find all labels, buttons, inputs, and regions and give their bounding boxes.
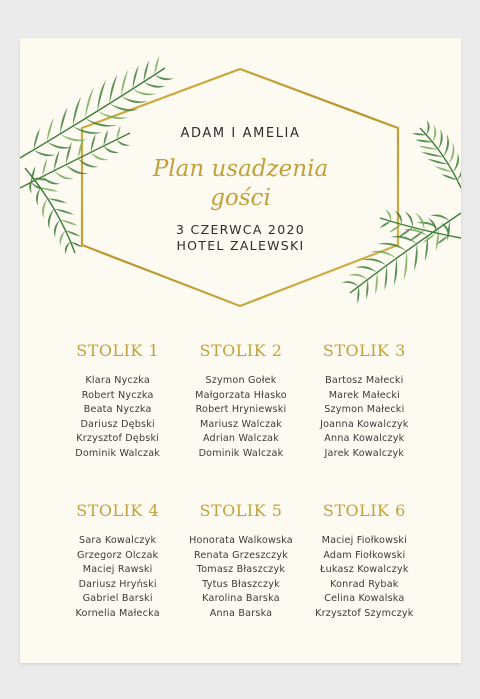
guest-name: Maciej Rawski xyxy=(82,564,153,575)
guest-name: Mariusz Walczak xyxy=(199,418,283,430)
table-5 xyxy=(179,501,302,621)
guest-name: Maciej Fiołkowski xyxy=(321,535,407,546)
guest-name: Anna Barska xyxy=(209,607,273,619)
table-title: STOLIK 4 xyxy=(76,501,160,520)
guest-name: Krzysztof Szymczyk xyxy=(315,607,414,619)
table-6 xyxy=(303,501,426,621)
guest-name: Dariusz Hryński xyxy=(78,578,157,590)
guest-name: Konrad Rybak xyxy=(330,578,399,590)
table-title: STOLIK 1 xyxy=(76,341,160,360)
guest-name: Dominik Walczak xyxy=(198,447,284,459)
table-title: STOLIK 2 xyxy=(199,341,283,360)
guest-name: Grzegorz Olczak xyxy=(77,549,159,561)
guest-name: Adam Fiołkowski xyxy=(323,549,406,561)
guest-name: Kornelia Małecka xyxy=(75,607,160,619)
guest-name: Beata Nyczka xyxy=(83,404,152,415)
guest-name: Tomasz Błaszczyk xyxy=(196,564,286,575)
guest-name: Honorata Walkowska xyxy=(189,535,293,546)
guest-name: Małgorzata Hłasko xyxy=(195,389,287,401)
guest-name: Gabriel Barski xyxy=(82,593,153,604)
event-date: 3 CZERWCA 2020 xyxy=(176,222,305,237)
guest-name: Joanna Kowalczyk xyxy=(320,418,409,430)
guest-name: Karolina Barska xyxy=(202,593,280,604)
guest-name: Jarek Kowalczyk xyxy=(324,447,405,459)
guest-name: Klara Nyczka xyxy=(85,375,150,386)
guest-name: Krzysztof Dębski xyxy=(76,433,160,444)
guest-name: Szymon Gołek xyxy=(205,375,277,386)
seating-chart-card xyxy=(20,38,461,663)
title-line-1: Plan usadzenia xyxy=(152,156,329,182)
guest-name: Szymon Małecki xyxy=(324,404,405,415)
guest-name: Bartosz Małecki xyxy=(325,375,404,386)
guest-name: Tytus Błaszczyk xyxy=(202,578,280,590)
guest-name: Dariusz Dębski xyxy=(80,418,155,430)
tables-grid xyxy=(56,341,426,621)
guest-name: Marek Małecki xyxy=(328,389,400,401)
guest-name: Łukasz Kowalczyk xyxy=(320,564,409,575)
guest-name: Robert Nyczka xyxy=(81,389,154,401)
page-title xyxy=(20,155,461,213)
guest-name: Celina Kowalska xyxy=(324,593,405,604)
table-3 xyxy=(303,341,426,461)
event-venue: HOTEL ZALEWSKI xyxy=(176,238,305,253)
guest-name: Anna Kowalczyk xyxy=(324,433,405,444)
guest-name: Dominik Walczak xyxy=(75,447,161,459)
table-title: STOLIK 5 xyxy=(199,501,283,520)
guest-name: Renata Grzeszczyk xyxy=(193,549,289,561)
guest-name: Robert Hryniewski xyxy=(195,404,287,415)
table-4 xyxy=(56,501,179,621)
table-title: STOLIK 3 xyxy=(322,341,406,360)
guest-name: Sara Kowalczyk xyxy=(79,535,157,546)
table-2 xyxy=(179,341,302,461)
couple-names: ADAM I AMELIA xyxy=(180,126,301,141)
table-1 xyxy=(56,341,179,461)
table-title: STOLIK 6 xyxy=(322,501,406,520)
title-line-2: gości xyxy=(210,185,271,211)
guest-name: Adrian Walczak xyxy=(202,433,280,444)
